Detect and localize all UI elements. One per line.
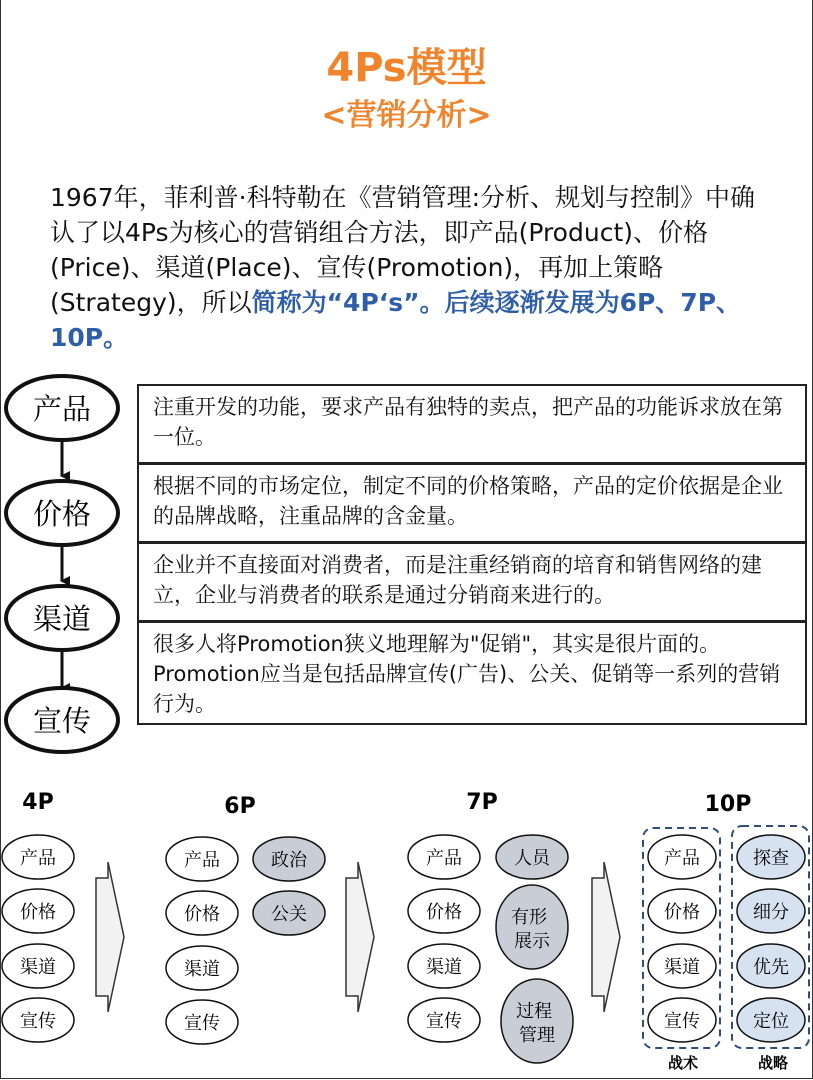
description-channel: 企业并不直接面对消费者，而是注重经销商的培育和销售网络的建立，企业与消费者的联系是通过分销商来进行的。 (137, 542, 807, 622)
svg-text:宣传: 宣传 (184, 1013, 220, 1034)
p4-item-4 (2, 998, 74, 1042)
page-title: 4Ps模型 (326, 45, 487, 91)
p10-strategy-3 (737, 944, 805, 988)
svg-text:人员: 人员 (514, 848, 550, 869)
flow-node-label: 产品 (32, 392, 92, 426)
evolution-arrow-2 (346, 862, 374, 1012)
svg-text:宣传: 宣传 (20, 1011, 56, 1032)
svg-text:渠道: 渠道 (664, 957, 700, 978)
p10-strategy-1 (737, 835, 805, 879)
svg-text:渠道: 渠道 (184, 959, 220, 980)
p6-base-3 (166, 946, 238, 990)
p6-extra-1 (253, 837, 325, 881)
p4-item-2 (2, 889, 74, 933)
p7-extra-3-label: 过程 管理 (516, 1001, 555, 1046)
evolution-title-7p: 7P (466, 790, 498, 815)
description-product: 注重开发的功能，要求产品有独特的卖点，把产品的功能诉求放在第一位。 (137, 384, 807, 464)
svg-text:细分: 细分 (753, 902, 789, 923)
p6-extra-2 (253, 891, 325, 935)
evolution-title-6p: 6P (224, 794, 256, 819)
p7-base-1 (408, 835, 480, 879)
svg-text:产品: 产品 (664, 848, 700, 869)
p10-tactic-3 (648, 944, 716, 988)
flow-node-label: 宣传 (32, 704, 92, 738)
p6-base-2 (166, 891, 238, 935)
p10-strategy-4 (737, 998, 805, 1042)
tactics-label: 战术 (667, 1054, 699, 1072)
evolution-arrow-3 (592, 862, 620, 1012)
svg-text:产品: 产品 (20, 848, 56, 869)
p7-extra-2-label: 有形 展示 (511, 907, 550, 952)
p7-base-2 (408, 889, 480, 933)
p10-strategy-2 (737, 889, 805, 933)
p7-extra-1 (496, 835, 568, 879)
svg-text:公关: 公关 (271, 904, 307, 925)
p6-base-4 (166, 1000, 238, 1044)
p7-base-4 (408, 998, 480, 1042)
p7-extra-3 (501, 979, 573, 1063)
flow-node-label: 渠道 (32, 602, 92, 636)
flow-node-price (6, 481, 118, 545)
p10-tactic-2 (648, 889, 716, 933)
svg-text:优先: 优先 (753, 957, 789, 978)
flow-node-product (6, 376, 118, 440)
description-promotion: 很多人将Promotion狭义地理解为"促销"，其实是很片面的。Promotion应当是包括品牌宣传(广告)、公关、促销等一系列的营销行为。 (137, 621, 807, 725)
svg-text:价格: 价格 (664, 902, 700, 923)
strategy-label: 战略 (757, 1054, 789, 1072)
flow-node-promotion (6, 688, 118, 752)
svg-text:渠道: 渠道 (426, 957, 462, 978)
description-price: 根据不同的市场定位，制定不同的价格策略，产品的定价依据是企业的品牌战略，注重品牌的含金量。 (137, 463, 807, 543)
svg-text:产品: 产品 (184, 850, 220, 871)
evolution-title-4p: 4P (22, 790, 54, 815)
p6-base-1 (166, 837, 238, 881)
p4-item-1 (2, 835, 74, 879)
svg-text:产品: 产品 (426, 848, 462, 869)
svg-text:定位: 定位 (753, 1011, 789, 1032)
p7-base-3 (408, 944, 480, 988)
svg-text:价格: 价格 (426, 902, 462, 923)
svg-text:宣传: 宣传 (426, 1011, 462, 1032)
page-subtitle: <营销分析> (321, 98, 492, 133)
svg-text:探查: 探查 (753, 848, 789, 869)
flow-node-channel (6, 586, 118, 650)
svg-text:渠道: 渠道 (20, 957, 56, 978)
svg-text:价格: 价格 (184, 904, 220, 925)
evolution-arrow-1 (96, 862, 124, 1012)
svg-text:宣传: 宣传 (664, 1011, 700, 1032)
flow-node-label: 价格 (32, 497, 92, 531)
evolution-title-10p: 10P (704, 792, 752, 817)
intro-text: 1967年，菲利普·科特勒在《营销管理:分析、规划与控制》中确认了以4Ps为核心的营销组合方法，即产品(Product)、价格(Price)、渠道(Place)、宣传(Promotion)，再加上策略(Strategy)，所以 (50, 183, 755, 317)
p10-tactic-4 (648, 998, 716, 1042)
intro-highlight: 简称为“4P‘s”。后续逐渐发展为6P、7P、10P。 (50, 288, 742, 352)
p10-tactic-1 (648, 835, 716, 879)
p7-extra-2 (496, 885, 568, 969)
svg-text:政治: 政治 (271, 850, 307, 871)
svg-text:价格: 价格 (20, 902, 56, 923)
p4-item-3 (2, 944, 74, 988)
